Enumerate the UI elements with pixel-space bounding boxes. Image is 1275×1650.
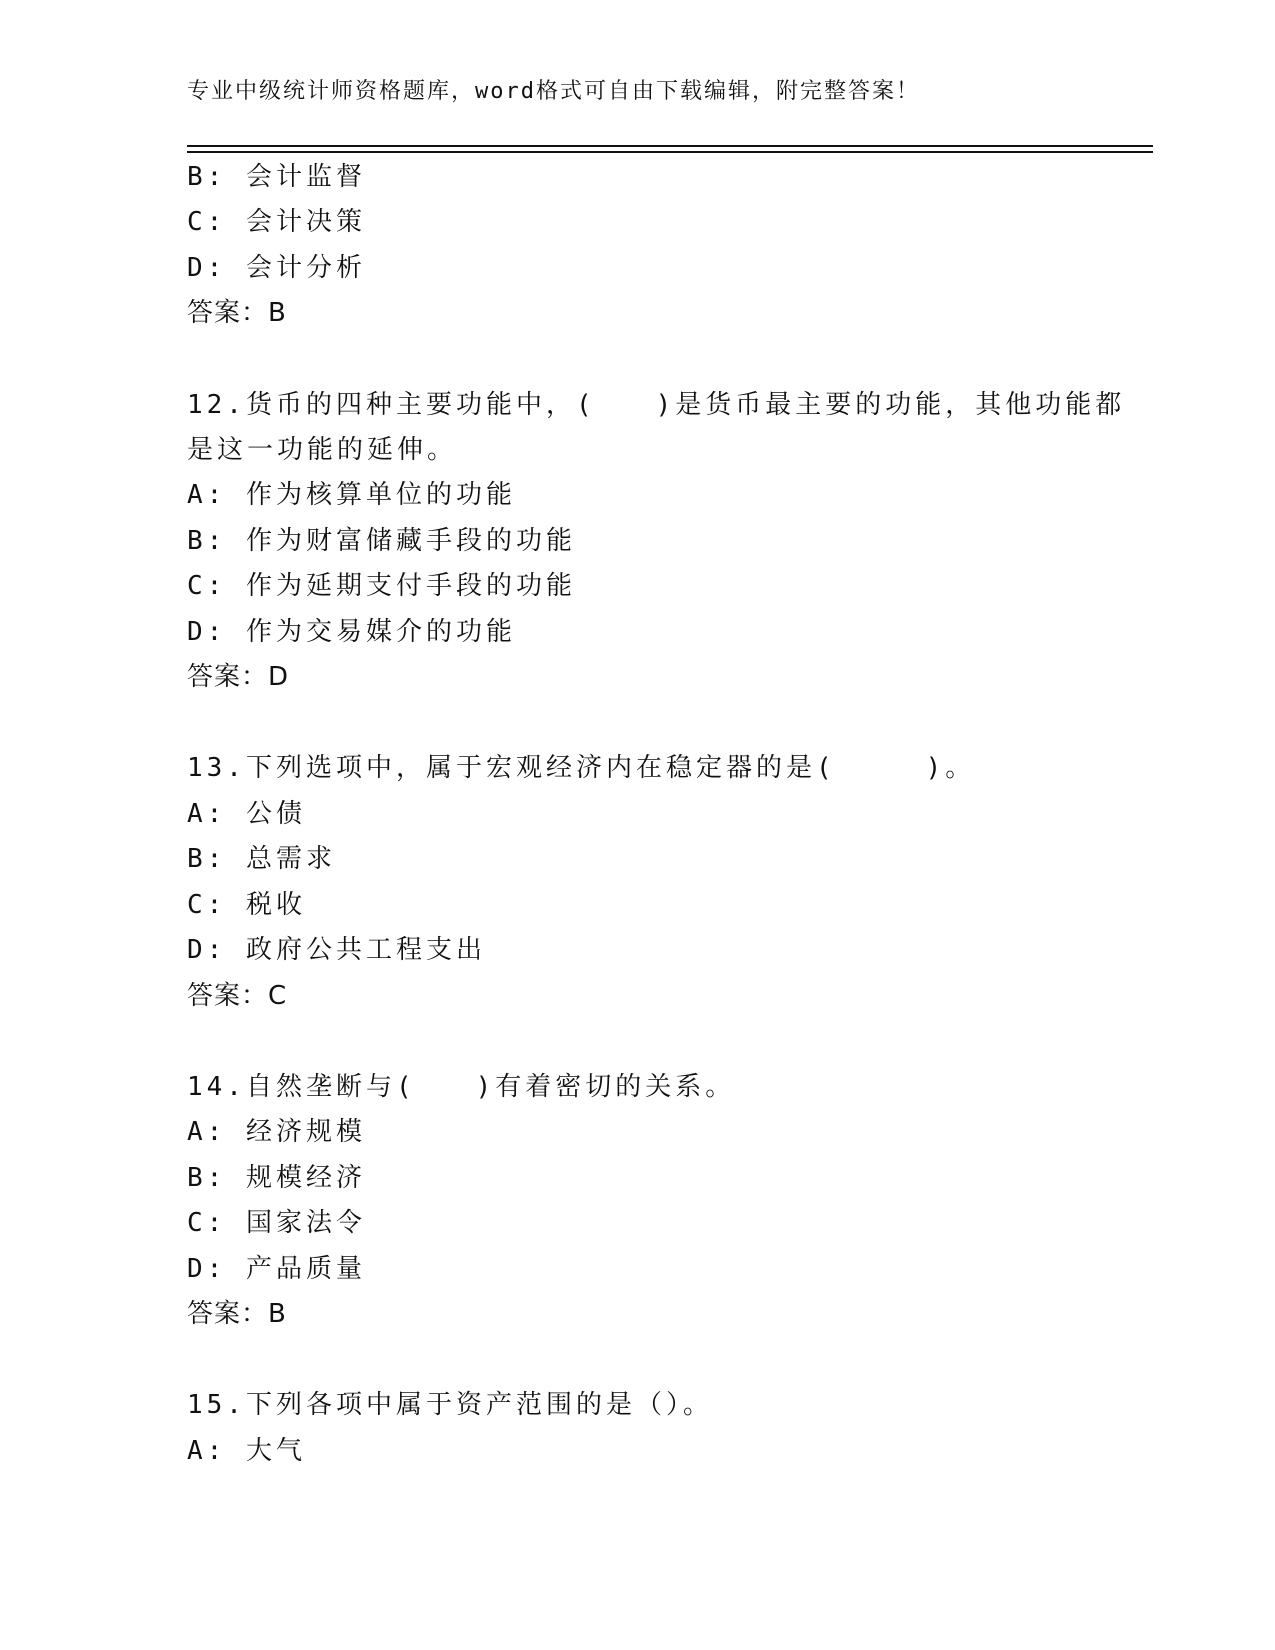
question-13 [187,746,1127,1018]
option-b: B: 会计监督 [187,162,366,192]
option-a: A: 大气 [187,1435,306,1466]
answer: 答案：B [187,1298,287,1329]
question-stem-line-2: 是这一功能的延伸。 [187,435,458,466]
option-a: A: 公债 [187,798,306,829]
option-d: D: 作为交易媒介的功能 [187,616,516,647]
option-d: D: 政府公共工程支出 [187,935,486,966]
option-d: D: 产品质量 [187,1253,366,1284]
answer: 答案：D [187,662,290,693]
question-12 [187,383,1127,701]
option-b: B: 总需求 [187,844,336,875]
option-c: C: 税收 [187,889,306,920]
option-b: B: 作为财富储藏手段的功能 [187,525,576,556]
question-stem: 13.下列选项中，属于宏观经济内在稳定器的是( )。 [187,753,976,784]
question-14 [187,1065,1127,1337]
answer: 答案：C [187,980,288,1011]
option-c: C: 会计决策 [187,207,366,238]
header-rule-bottom [187,151,1153,153]
question-stem-line-1: 12.货币的四种主要功能中，( )是货币最主要的功能，其他功能都 [187,389,1126,420]
question-stem: 14.自然垄断与( )有着密切的关系。 [187,1071,736,1102]
option-c: C: 国家法令 [187,1208,366,1239]
option-d: D: 会计分析 [187,252,366,283]
question-stem: 15.下列各项中属于资产范围的是（）。 [187,1390,713,1421]
question-11-continued [187,155,1127,337]
question-15 [187,1383,1127,1474]
option-b: B: 规模经济 [187,1162,366,1193]
question-list [187,155,1127,1474]
option-c: C: 作为延期支付手段的功能 [187,571,576,602]
option-a: A: 经济规模 [187,1117,366,1148]
option-a: A: 作为核算单位的功能 [187,480,516,511]
answer: 答案：B [187,298,287,329]
page-header: 专业中级统计师资格题库，word格式可自由下载编辑，附完整答案！ [187,79,920,104]
header-rule-top [187,145,1153,147]
